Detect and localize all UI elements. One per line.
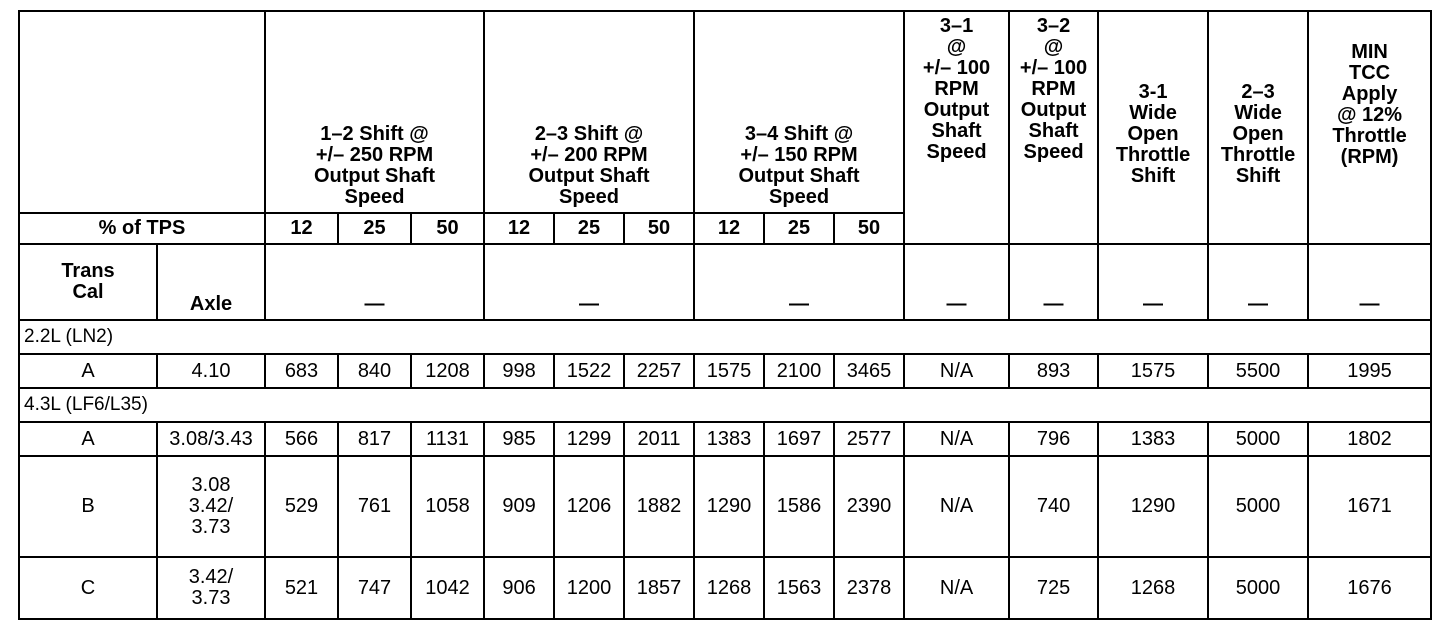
header-shift-1-2: 1–2 Shift @ +/– 250 RPM Output Shaft Speed [265,11,484,213]
dash-cell: — [904,244,1009,320]
header-shift-3-1: 3–1 @ +/– 100 RPM Output Shaft Speed [904,11,1009,244]
axle-value: 3.08 3.42/ 3.73 [157,456,265,557]
cell-value: 1042 [411,557,484,619]
cell-value: 2257 [624,354,694,388]
cell-value: 3465 [834,354,904,388]
cell-value: 1575 [1098,354,1208,388]
trans-cal-value: B [19,456,157,557]
cell-value: 2390 [834,456,904,557]
cell-value: 1882 [624,456,694,557]
cell-value: 521 [265,557,338,619]
trans-cal-label: Trans Cal [19,244,157,320]
header-wot-2-3: 2–3 Wide Open Throttle Shift [1208,11,1308,244]
trans-cal-value: A [19,354,157,388]
cell-value: 5000 [1208,422,1308,456]
header-shift-2-3: 2–3 Shift @ +/– 200 RPM Output Shaft Speed [484,11,694,213]
table-row [19,557,1431,619]
cell-value: 909 [484,456,554,557]
cell-value: 1208 [411,354,484,388]
cell-value: 985 [484,422,554,456]
tps-value: 50 [624,213,694,244]
dash-cell: — [694,244,904,320]
cell-value: 5500 [1208,354,1308,388]
trans-cal-value: A [19,422,157,456]
cell-value: 796 [1009,422,1098,456]
shift-speed-table [18,10,1432,620]
table-row [19,354,1431,388]
cell-value: 1131 [411,422,484,456]
cell-value: 1802 [1308,422,1431,456]
cell-value: 725 [1009,557,1098,619]
cell-value: 906 [484,557,554,619]
engine-label: 2.2L (LN2) [19,320,1431,354]
cell-value: 1676 [1308,557,1431,619]
axle-value: 3.08/3.43 [157,422,265,456]
header-blank-cell [19,11,265,213]
trans-cal-row [19,244,1431,320]
cell-value: 683 [265,354,338,388]
cell-value: 1563 [764,557,834,619]
header-min-tcc: MIN TCC Apply @ 12% Throttle (RPM) [1308,11,1431,244]
cell-value: N/A [904,557,1009,619]
cell-value: 1290 [1098,456,1208,557]
header-shift-3-4: 3–4 Shift @ +/– 150 RPM Output Shaft Speed [694,11,904,213]
cell-value: 529 [265,456,338,557]
cell-value: 1299 [554,422,624,456]
tps-value: 12 [694,213,764,244]
cell-value: 1671 [1308,456,1431,557]
tps-value: 50 [834,213,904,244]
tps-label: % of TPS [19,213,265,244]
dash-cell: — [1208,244,1308,320]
engine-row [19,320,1431,354]
cell-value: 2011 [624,422,694,456]
header-shift-3-2: 3–2 @ +/– 100 RPM Output Shaft Speed [1009,11,1098,244]
table-row [19,456,1431,557]
dash-cell: — [484,244,694,320]
cell-value: 817 [338,422,411,456]
cell-value: N/A [904,422,1009,456]
header-row [19,11,1431,213]
dash-cell: — [1308,244,1431,320]
cell-value: 1995 [1308,354,1431,388]
cell-value: 1383 [1098,422,1208,456]
cell-value: 747 [338,557,411,619]
cell-value: 1575 [694,354,764,388]
cell-value: 2100 [764,354,834,388]
cell-value: 1268 [1098,557,1208,619]
cell-value: 761 [338,456,411,557]
engine-row [19,388,1431,422]
cell-value: 1383 [694,422,764,456]
table-row [19,422,1431,456]
cell-value: 1058 [411,456,484,557]
cell-value: 1857 [624,557,694,619]
cell-value: 1522 [554,354,624,388]
cell-value: 1268 [694,557,764,619]
cell-value: N/A [904,354,1009,388]
cell-value: 2378 [834,557,904,619]
tps-value: 50 [411,213,484,244]
cell-value: N/A [904,456,1009,557]
tps-value: 25 [338,213,411,244]
tps-value: 25 [554,213,624,244]
trans-cal-value: C [19,557,157,619]
axle-value: 4.10 [157,354,265,388]
header-wot-3-1: 3-1 Wide Open Throttle Shift [1098,11,1208,244]
cell-value: 5000 [1208,557,1308,619]
engine-label: 4.3L (LF6/L35) [19,388,1431,422]
cell-value: 1290 [694,456,764,557]
cell-value: 2577 [834,422,904,456]
cell-value: 1206 [554,456,624,557]
dash-cell: — [1009,244,1098,320]
axle-label: Axle [157,244,265,320]
cell-value: 740 [1009,456,1098,557]
cell-value: 893 [1009,354,1098,388]
cell-value: 840 [338,354,411,388]
cell-value: 1697 [764,422,834,456]
cell-value: 566 [265,422,338,456]
axle-value: 3.42/ 3.73 [157,557,265,619]
tps-value: 12 [484,213,554,244]
tps-value: 12 [265,213,338,244]
dash-cell: — [1098,244,1208,320]
dash-cell: — [265,244,484,320]
cell-value: 5000 [1208,456,1308,557]
cell-value: 1586 [764,456,834,557]
cell-value: 998 [484,354,554,388]
tps-value: 25 [764,213,834,244]
cell-value: 1200 [554,557,624,619]
